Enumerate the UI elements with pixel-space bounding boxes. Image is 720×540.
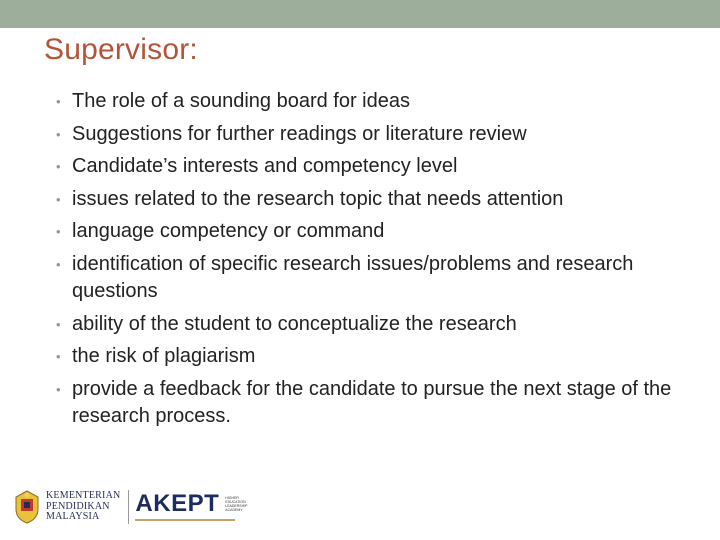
bullet-marker: • bbox=[56, 256, 61, 272]
bullet-text: the risk of plagiarism bbox=[72, 345, 256, 368]
footer-logos bbox=[12, 488, 265, 526]
bullet-item bbox=[56, 218, 696, 245]
bullet-marker: • bbox=[56, 381, 61, 397]
akept-logo bbox=[135, 489, 265, 523]
akept-subtitle bbox=[225, 496, 265, 512]
akept-wordmark: AKEPT bbox=[135, 489, 220, 517]
ministry-line: KEMENTERIAN bbox=[46, 490, 121, 502]
bullet-item bbox=[56, 251, 696, 305]
bullet-text: identification of specific research issues/problems and research questions bbox=[72, 252, 634, 302]
bullet-item bbox=[56, 311, 696, 338]
ministry-crest-icon bbox=[12, 489, 42, 525]
bullet-item bbox=[56, 343, 696, 370]
top-accent-bar bbox=[0, 0, 720, 28]
bullet-item bbox=[56, 121, 696, 148]
bullet-marker: • bbox=[56, 224, 61, 240]
bullet-text: Suggestions for further readings or literature review bbox=[72, 122, 527, 145]
bullet-list bbox=[56, 88, 696, 435]
bullet-marker: • bbox=[56, 126, 61, 142]
bullet-marker: • bbox=[56, 94, 61, 109]
bullet-item bbox=[56, 88, 696, 115]
akept-tagline-rule bbox=[135, 518, 235, 523]
bullet-text: ability of the student to conceptualize the research bbox=[72, 312, 517, 335]
bullet-marker: • bbox=[56, 191, 61, 207]
slide-title: Supervisor: bbox=[44, 33, 198, 66]
akept-sub-line: EDUCATION bbox=[225, 499, 246, 504]
bullet-item bbox=[56, 376, 696, 430]
bullet-text: issues related to the research topic that needs attention bbox=[72, 187, 564, 210]
ministry-logo-text bbox=[46, 491, 120, 523]
akept-sub-line: ACADEMY bbox=[225, 507, 243, 512]
bullet-item bbox=[56, 186, 696, 213]
bullet-text: The role of a sounding board for ideas bbox=[72, 90, 410, 112]
bullet-marker: • bbox=[56, 316, 61, 332]
bullet-marker: • bbox=[56, 159, 61, 175]
akept-sub-line: HIGHER bbox=[225, 495, 239, 500]
bullet-text: language competency or command bbox=[72, 220, 385, 243]
bullet-text: provide a feedback for the candidate to pursue the next stage of the research process. bbox=[72, 377, 672, 427]
ministry-line: PENDIDIKAN bbox=[46, 500, 110, 512]
bullet-text: Candidate’s interests and competency level bbox=[72, 155, 458, 178]
akept-sub-line: LEADERSHIP bbox=[225, 503, 248, 508]
ministry-line: MALAYSIA bbox=[46, 511, 100, 523]
akept-tagline-icon bbox=[135, 518, 235, 522]
bullet-item bbox=[56, 153, 696, 180]
logo-divider bbox=[128, 490, 129, 524]
bullet-marker: • bbox=[56, 349, 61, 365]
